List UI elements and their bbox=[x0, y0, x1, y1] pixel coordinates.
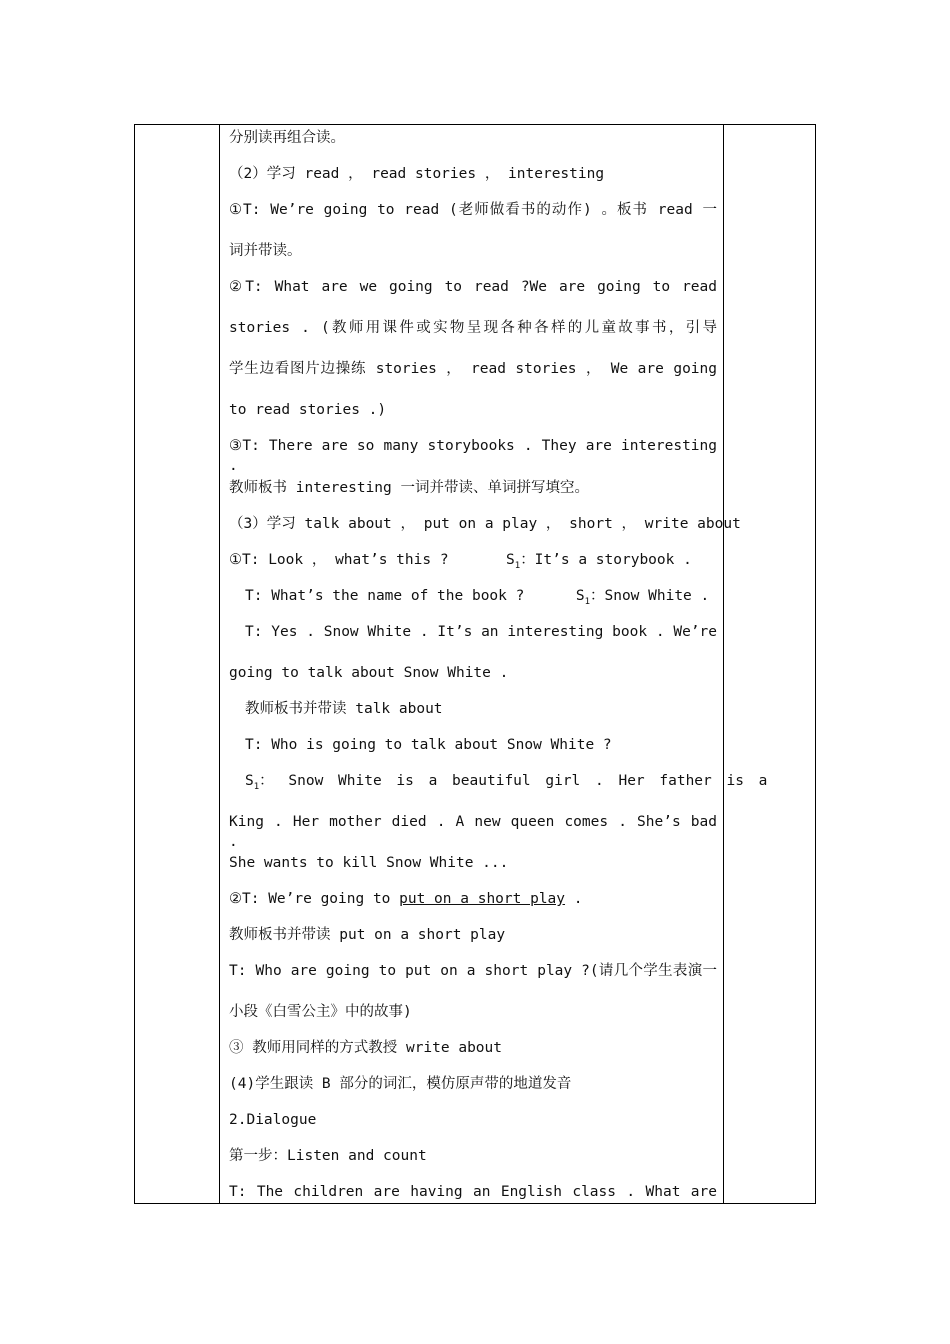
text-line: stories . (教师用课件或实物呈现各种各样的儿童故事书，引导 bbox=[229, 320, 717, 336]
student-answer: ： Snow White is a beautiful girl . Her father is a bbox=[259, 773, 768, 789]
teacher-question: T: What’s the name of the book ? bbox=[245, 588, 525, 604]
column-divider-left bbox=[219, 125, 220, 1203]
teacher-question: ①T: Look ， what’s this ? bbox=[229, 552, 449, 568]
text-line: 教师板书并带读 put on a short play bbox=[229, 927, 506, 943]
column-divider-right bbox=[723, 125, 724, 1203]
text-line: 小段《白雪公主》中的故事) bbox=[229, 1004, 412, 1020]
underlined-phrase: put on a short play bbox=[399, 891, 566, 907]
dialogue-line bbox=[229, 586, 717, 606]
speaker-subscript: 1 bbox=[584, 596, 590, 607]
text-line: 教师板书 interesting 一词并带读、单词拼写填空。 bbox=[229, 480, 589, 496]
text-line: T: The children are having an English class . What are bbox=[229, 1184, 717, 1200]
speaker-label: S bbox=[506, 552, 515, 568]
student-answer: ：Snow White . bbox=[589, 588, 710, 604]
text-line: going to talk about Snow White . bbox=[229, 665, 509, 681]
text-line: 分别读再组合读。 bbox=[229, 130, 345, 146]
text-line: T: Who are going to put on a short play ?(请几个学生表演一 bbox=[229, 963, 717, 979]
dialogue-line bbox=[229, 889, 717, 909]
teacher-line-end: . bbox=[565, 891, 583, 907]
text-line: 教师板书并带读 talk about bbox=[245, 701, 443, 717]
lesson-plan-table bbox=[134, 124, 816, 1204]
text-line: to read stories .) bbox=[229, 402, 387, 418]
text-line: 词并带读。 bbox=[229, 243, 302, 259]
dialogue-line bbox=[229, 771, 768, 792]
text-line: (4)学生跟读 B 部分的词汇，模仿原声带的地道发音 bbox=[229, 1076, 572, 1092]
dialogue-line bbox=[229, 550, 717, 570]
text-line: （2）学习 read ， read stories ， interesting bbox=[229, 166, 605, 182]
text-line: 第一步：Listen and count bbox=[229, 1148, 427, 1164]
student-answer: ：It’s a storybook . bbox=[520, 552, 692, 568]
speaker-subscript: 1 bbox=[514, 560, 521, 571]
text-line: 学生边看图片边操练 stories ， read stories ， We are going bbox=[229, 361, 717, 377]
text-line: T: Who is going to talk about Snow White ? bbox=[245, 737, 612, 753]
text-line: ③ 教师用同样的方式教授 write about bbox=[229, 1040, 502, 1056]
section-heading: 2.Dialogue bbox=[229, 1112, 317, 1128]
teacher-line-start: ②T: We’re going to bbox=[229, 891, 400, 907]
speaker-label: S bbox=[245, 773, 254, 789]
speaker-label: S bbox=[575, 588, 585, 604]
speaker-subscript: 1 bbox=[253, 781, 260, 792]
text-line: She wants to kill Snow White ... bbox=[229, 855, 509, 871]
text-line: ③T: There are so many storybooks . They are interesting . bbox=[229, 438, 717, 474]
text-line: King . Her mother died . A new queen comes . She’s bad . bbox=[229, 814, 717, 850]
text-line: ②T: What are we going to read ?We are going to read bbox=[229, 279, 717, 295]
text-line: （3）学习 talk about ， put on a play ， short ， write about bbox=[229, 516, 741, 532]
text-line: ①T: We’re going to read (老师做看书的动作) 。板书 read 一 bbox=[229, 202, 717, 218]
text-line: T: Yes . Snow White . It’s an interesting book . We’re bbox=[245, 624, 717, 640]
